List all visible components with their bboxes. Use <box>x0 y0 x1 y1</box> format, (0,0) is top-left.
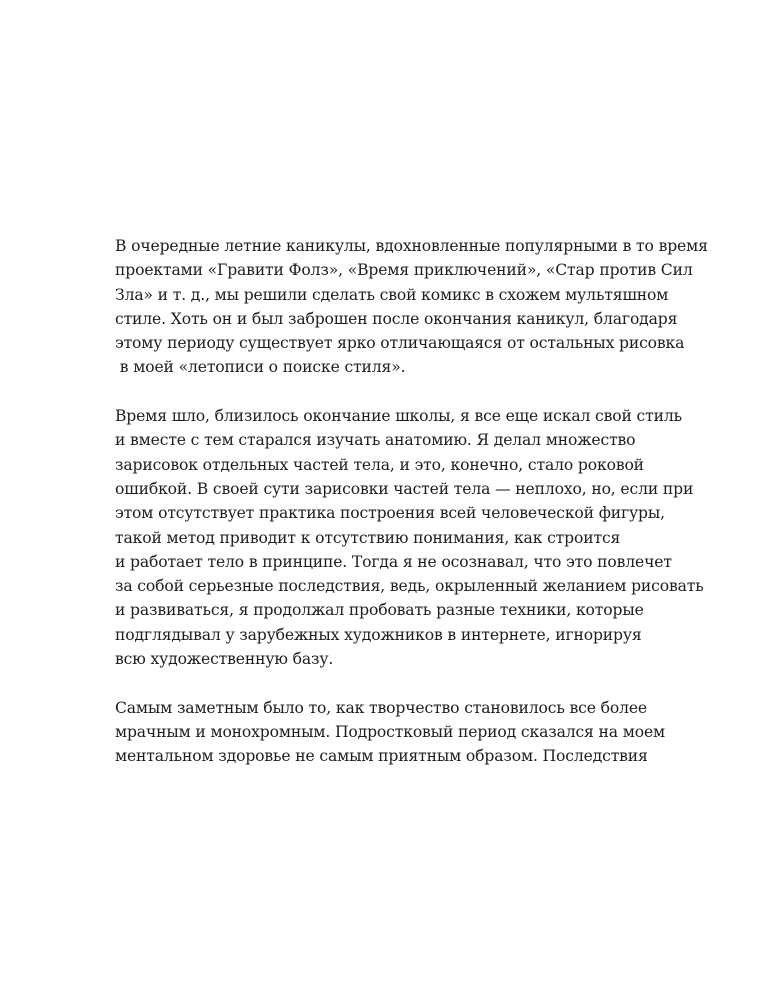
text-line: проектами «Гравити Фолз», «Время приключений», «Стар против Сил <box>115 261 693 280</box>
text-line: стиле. Хоть он и был заброшен после окончания каникул, благодаря <box>115 309 678 328</box>
text-line: этом отсутствует практика построения всей человеческой фигуры, <box>115 504 665 523</box>
text-line: ошибкой. В своей сути зарисовки частей тела — неплохо, но, если при <box>115 479 694 498</box>
text-line: зарисовок отдельных частей тела, и это, конечно, стало роковой <box>115 455 644 474</box>
paragraph-summer-comic <box>115 234 715 380</box>
text-line: подглядывал у зарубежных художников в интернете, игнорируя <box>115 625 642 644</box>
paragraph-anatomy-study <box>115 404 715 671</box>
text-line: всю художественную базу. <box>115 650 334 669</box>
text-line: в моей «летописи о поиске стиля». <box>115 358 406 377</box>
text-line: за собой серьезные последствия, ведь, окрыленный желанием рисовать <box>115 577 704 596</box>
text-line: и развиваться, я продолжал пробовать разные техники, которые <box>115 601 644 620</box>
text-line: этому периоду существует ярко отличающаяся от остальных рисовка <box>115 334 685 353</box>
text-line: такой метод приводит к отсутствию понимания, как строится <box>115 528 621 547</box>
text-line: ментальном здоровье не самым приятным образом. Последствия <box>115 747 648 766</box>
text-line: и работает тело в принципе. Тогда я не осознавал, что это повлечет <box>115 552 672 571</box>
paragraph-monochrome-period <box>115 696 715 769</box>
text-line: В очередные летние каникулы, вдохновленные популярными в то время <box>115 237 708 255</box>
text-line: Самым заметным было то, как творчество становилось все более <box>115 698 647 717</box>
text-line: Зла» и т. д., мы решили сделать свой комикс в схожем мультяшном <box>115 285 669 304</box>
text-line: Время шло, близилось окончание школы, я все еще искал свой стиль <box>115 407 682 426</box>
body-text <box>115 234 715 769</box>
text-line: и вместе с тем старался изучать анатомию. Я делал множество <box>115 431 636 450</box>
text-line: мрачным и монохромным. Подростковый период сказался на моем <box>115 722 666 741</box>
